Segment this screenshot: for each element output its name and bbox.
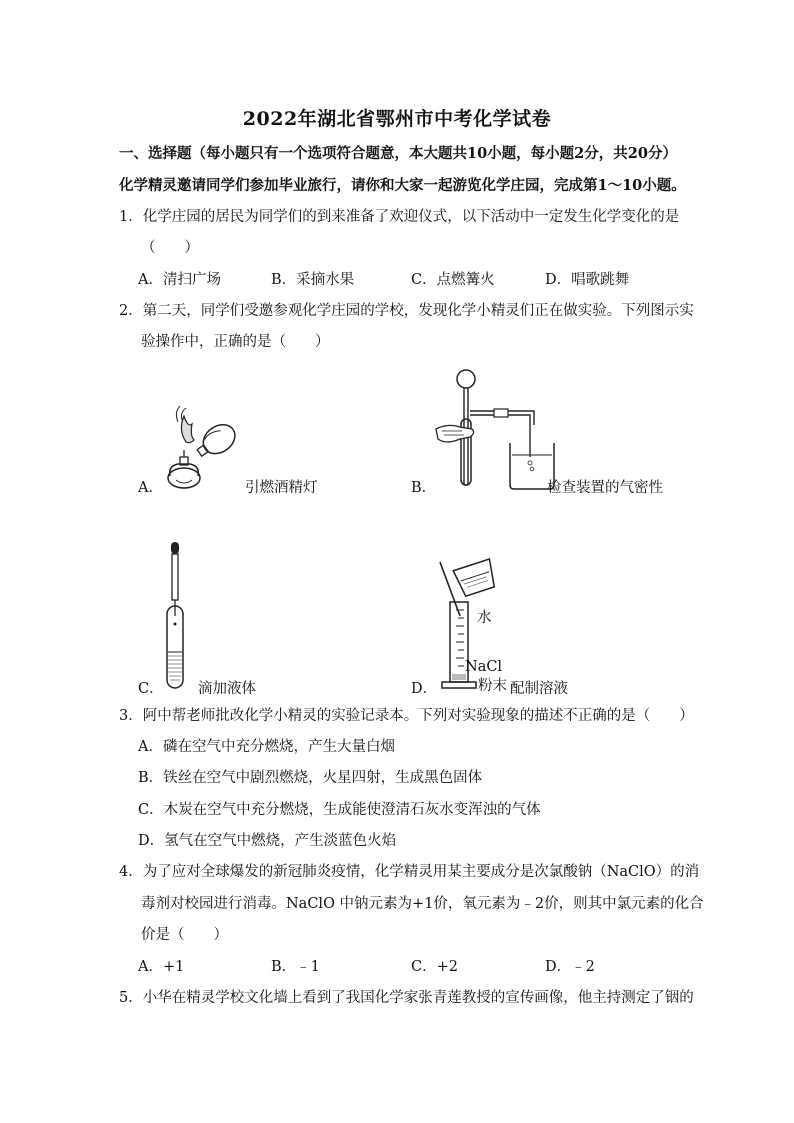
dropper-figure [162, 540, 192, 692]
section-heading: 一、选择题（每小题只有一个选项符合题意，本大题共10小题，每小题2分，共20分） [119, 145, 677, 162]
q2-caption-b: 检查装置的气密性 [547, 480, 663, 496]
q1-option-a: A．清扫广场 [138, 272, 221, 288]
q1-option-b: B．采摘水果 [271, 272, 355, 288]
q4-option-d: D．﹣2 [545, 959, 595, 975]
q4-stem-line2: 毒剂对校园进行消毒。NaClO 中钠元素为+1价，氧元素为﹣2价，则其中氯元素的化合 [141, 896, 704, 912]
label-water: 水 [477, 610, 492, 626]
q4-stem-line3: 价是（ ） [141, 927, 228, 943]
q2-option-a: A． [138, 480, 163, 496]
q3-stem: 3．阿中帮老师批改化学小精灵的实验记录本。下列对实验现象的描述不正确的是（ ） [119, 708, 694, 724]
q1-stem-line1: 1．化学庄园的居民为同学们的到来准备了欢迎仪式，以下活动中一定发生化学变化的是 [119, 209, 680, 225]
q3-option-b: B．铁丝在空气中剧烈燃烧，火星四射，生成黑色固体 [138, 770, 483, 786]
q4-option-b: B．﹣1 [271, 959, 320, 975]
q4-option-c: C．+2 [411, 959, 458, 975]
alcohol-lamp-figure [160, 402, 240, 492]
q1-option-c: C．点燃篝火 [411, 272, 495, 288]
q2-caption-c: 滴加液体 [198, 681, 256, 697]
label-powder: 粉末 [478, 678, 507, 694]
q3-option-d: D．氢气在空气中燃烧，产生淡蓝色火焰 [138, 833, 397, 849]
q2-option-c: C． [138, 681, 164, 697]
q1-stem-line2: （ ） [141, 240, 199, 256]
q2-caption-a: 引燃酒精灯 [245, 480, 318, 496]
q2-stem-line1: 2．第二天，同学们受邀参观化学庄园的学校，发现化学小精灵们正在做实验。下列图示实 [119, 303, 694, 319]
q3-option-c: C．木炭在空气中充分燃烧，生成能使澄清石灰水变浑浊的气体 [138, 802, 541, 818]
q2-stem-line2: 验操作中，正确的是（ ） [141, 334, 330, 350]
q2-option-b: B． [411, 480, 437, 496]
q1-option-d: D．唱歌跳舞 [545, 272, 630, 288]
label-nacl: NaCl [465, 659, 503, 675]
intro-text: 化学精灵邀请同学们参加毕业旅行，请你和大家一起游览化学庄园，完成第1～10小题。 [119, 177, 686, 194]
q2-caption-d: 配制溶液 [510, 681, 568, 697]
page-title: 2022年湖北省鄂州市中考化学试卷 [242, 108, 552, 130]
q4-option-a: A．+1 [138, 959, 185, 975]
q4-stem-line1: 4．为了应对全球爆发的新冠肺炎疫情，化学精灵用某主要成分是次氯酸钠（NaClO）的消 [119, 864, 700, 880]
q5-stem-line1: 5．小华在精灵学校文化墙上看到了我国化学家张青莲教授的宣传画像，他主持测定了铟的 [119, 990, 694, 1006]
airtightness-figure [434, 367, 554, 492]
q3-option-a: A．磷在空气中充分燃烧，产生大量白烟 [138, 739, 395, 755]
q2-option-d: D． [411, 681, 438, 697]
